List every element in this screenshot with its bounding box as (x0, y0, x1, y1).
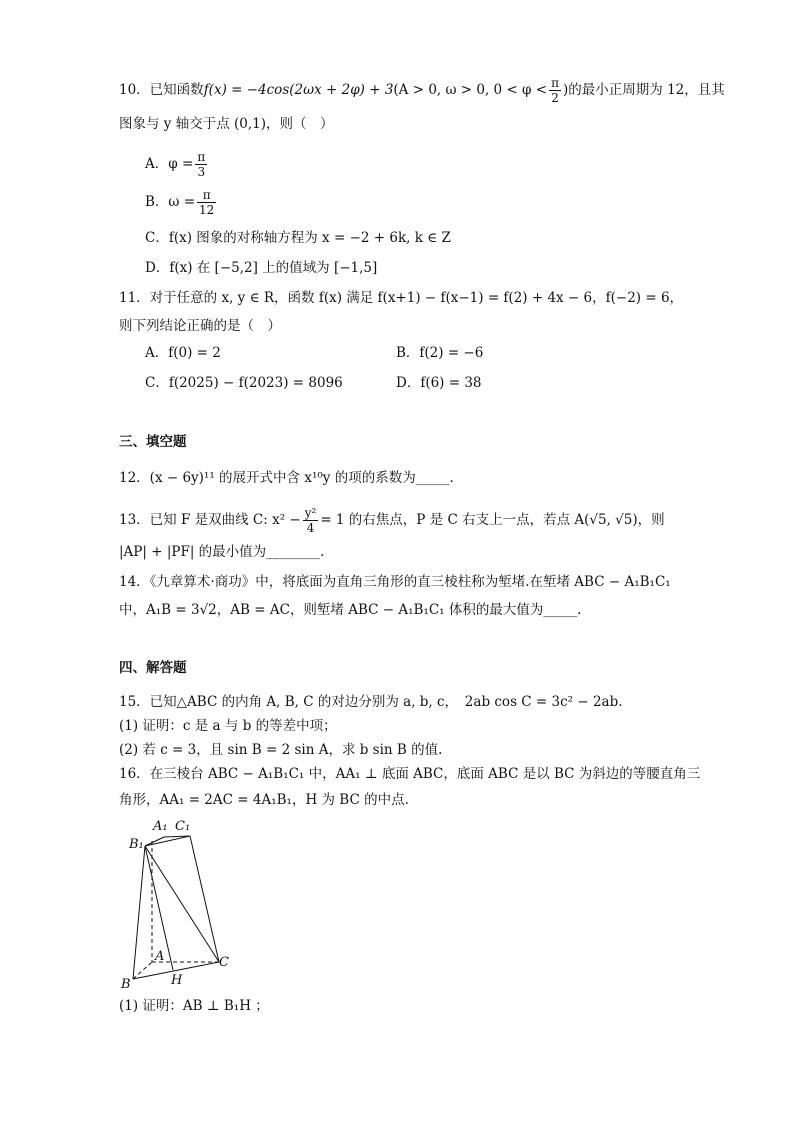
section-solve: 四、解答题 (119, 660, 187, 676)
q13-line2: |AP| + |PF| 的最小值为________. (119, 544, 325, 560)
frac-pi-12 (197, 188, 216, 217)
q16-line2: 角形，AA₁ = 2AC = 4A₁B₁，H 为 BC 的中点. (119, 792, 409, 808)
q13-stem-tail: = 1 的右焦点，P 是 C 右支上一点，若点 A(√5, √5)，则 (320, 512, 665, 528)
q10-option-b (145, 188, 218, 217)
frac-den: 12 (199, 203, 215, 217)
q13-line1 (119, 506, 665, 535)
edge-b-a-hidden (133, 962, 152, 979)
label-b: B (121, 977, 131, 992)
q10-function: f(x) = −4cos(2ωx + 2φ) + 3 (203, 82, 394, 98)
q11-option-c: C．f(2025) − f(2023) = 8096 (145, 375, 343, 391)
q10-stem-tail: 的最小正周期为 12，且其 (568, 82, 725, 98)
q10-option-d: D．f(x) 在 [−5,2] 上的值域为 [−1,5] (145, 260, 378, 276)
q11-line1: 11．对于任意的 x, y ∈ R，函数 f(x) 满足 f(x+1) − f(x−1) = f(2) + 4x − 6，f(−2) = 6， (119, 290, 684, 306)
edge-b1-c (145, 846, 219, 962)
option-label: B．ω = (145, 194, 196, 210)
q10-stem: 10．已知函数 (119, 82, 204, 98)
q14-line2: 中，A₁B = 3√2，AB = AC，则堑堵 ABC − A₁B₁C₁ 体积的最大值为_____. (119, 602, 582, 618)
label-c: C (219, 955, 229, 970)
edge-c1-c (190, 836, 219, 962)
option-label: A．φ = (145, 156, 194, 172)
frac-num: y² (304, 506, 317, 520)
label-a1: A₁ (153, 819, 168, 834)
q12: 12．(x − 6y)¹¹ 的展开式中含 x¹⁰y 的项的系数为_____. (119, 470, 454, 486)
frac-pi-3 (195, 150, 207, 179)
q15-part2: (2) 若 c = 3，且 sin B = 2 sin A，求 b sin B 的值. (119, 742, 443, 758)
frac-num: π (197, 188, 216, 203)
q10-condition-close: ) (563, 82, 569, 98)
q11-option-b: B．f(2) = −6 (396, 345, 484, 361)
label-b1: B₁ (129, 837, 144, 852)
edge-b1-b (133, 846, 145, 979)
q10-pi-over-2 (549, 76, 561, 105)
q13-stem: 13．已知 F 是双曲线 C: x² − (119, 512, 301, 528)
q10-option-a (145, 150, 209, 179)
frac-den: 3 (197, 165, 206, 179)
frac-den: 2 (551, 91, 559, 105)
edge-b1-a1 (145, 837, 164, 846)
q15-line1: 15．已知△ABC 的内角 A, B, C 的对边分别为 a, b, c， 2ab cos C = 3c² − 2ab. (119, 694, 623, 710)
q15-part1: (1) 证明：c 是 a 与 b 的等差中项； (119, 718, 337, 734)
q10-line1 (119, 76, 725, 105)
q14-line1: 14．《九章算术·商功》中，将底面为直角三角形的直三棱柱称为堑堵.在堑堵 ABC − A₁B₁C₁ (119, 574, 671, 590)
section-fill-in: 三、填空题 (119, 434, 187, 450)
q10-line2: 图象与 y 轴交于点 (0,1)，则（ ） (119, 116, 334, 132)
q11-option-d: D．f(6) = 38 (396, 375, 482, 391)
frustum-figure (115, 812, 255, 992)
label-a: A (155, 949, 165, 964)
label-c1: C₁ (175, 819, 191, 834)
q16-line1: 16．在三棱台 ABC − A₁B₁C₁ 中，AA₁ ⊥ 底面 ABC，底面 ABC 是以 BC 为斜边的等腰直角三 (119, 766, 701, 782)
frac-num: π (551, 76, 559, 90)
q11-option-a: A．f(0) = 2 (145, 345, 221, 361)
frac-den: 4 (306, 521, 315, 535)
q10-option-c: C．f(x) 图象的对称轴方程为 x = −2 + 6k, k ∈ Z (145, 230, 451, 246)
q11-line2: 则下列结论正确的是（ ） (119, 318, 281, 334)
q16-part1: (1) 证明：AB ⊥ B₁H ； (119, 998, 269, 1014)
q10-condition: (A > 0, ω > 0, 0 < φ < (393, 82, 548, 98)
frac-y2-4 (303, 506, 319, 535)
frac-num: π (197, 150, 206, 164)
label-h: H (171, 973, 183, 988)
